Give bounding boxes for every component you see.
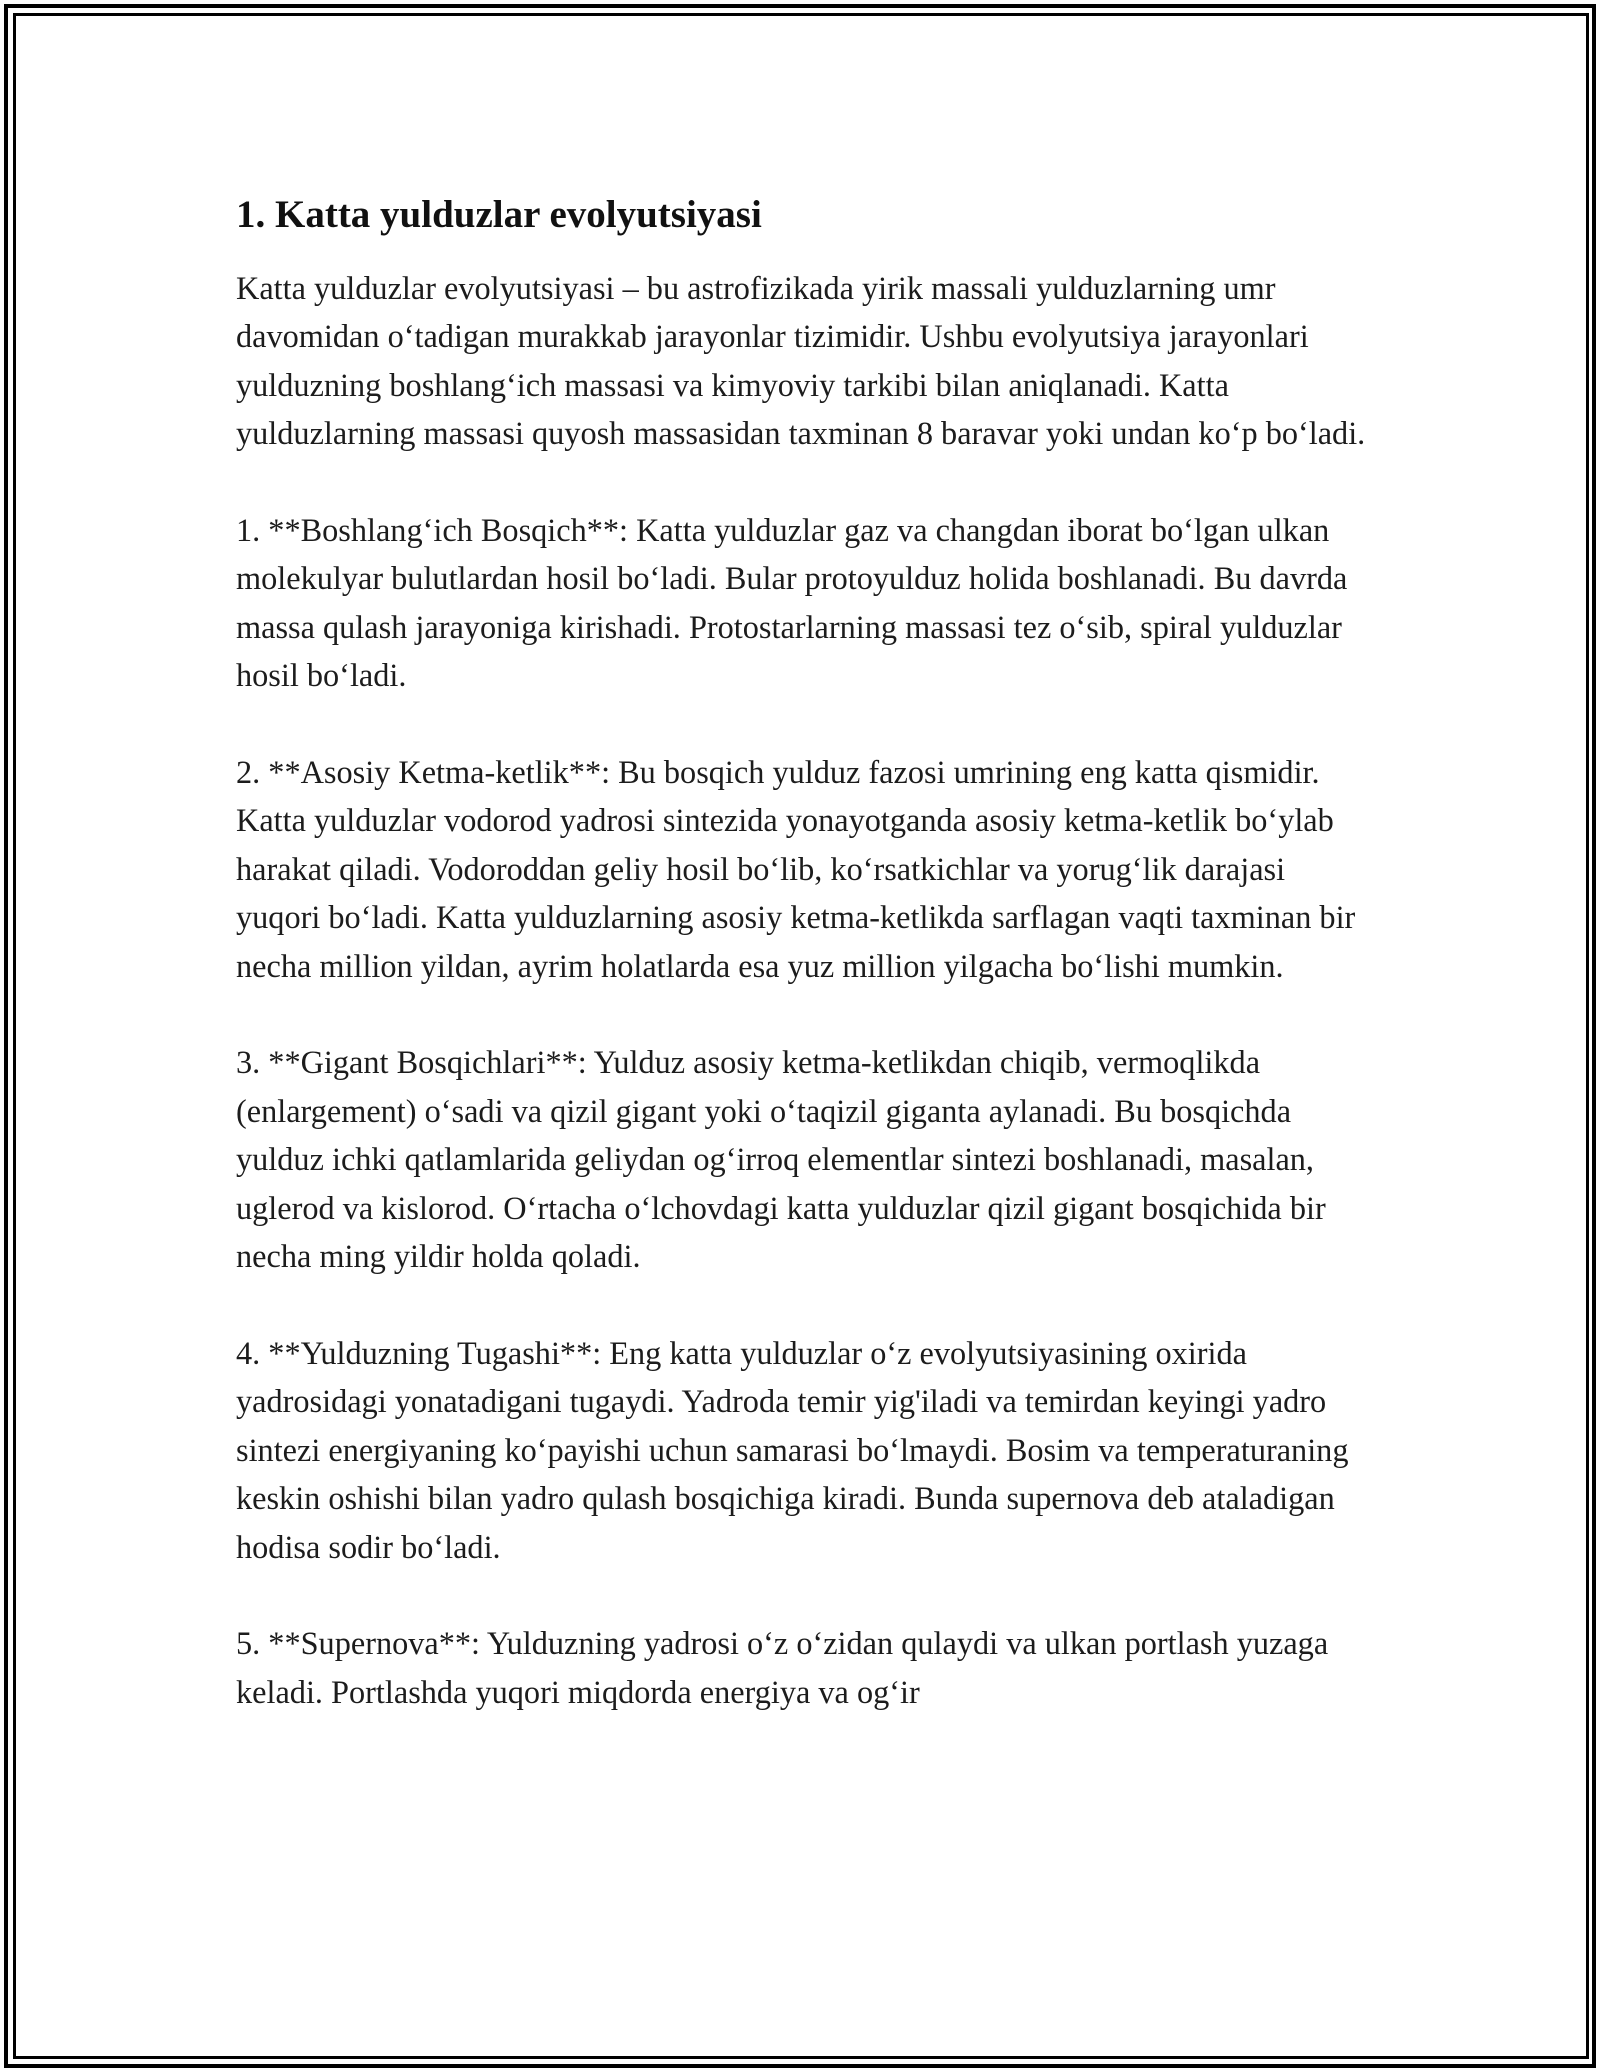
list-item-2: 2. **Asosiy Ketma-ketlik**: Bu bosqich yulduz fazosi umrining eng katta qismidir. Katta yulduzlar vodorod yadrosi sintezida yonayotganda asosiy ketma-ketlik bo‘ylab harakat qiladi. Vodoroddan geliy hosil bo‘lib, ko‘rsatkichlar va yorug‘lik darajasi yuqori bo‘ladi. Katta yulduzlarning asosiy ketma-ketlikda sarflagan vaqti taxminan bir necha million yildan, ayrim holatlarda esa yuz million yilgacha bo‘lishi mumkin. [236, 754, 1356, 984]
list-item-1: 1. **Boshlang‘ich Bosqich**: Katta yulduzlar gaz va changdan iborat bo‘lgan ulkan molekulyar bulutlardan hosil bo‘ladi. Bular protoyulduz holida boshlanadi. Bu davrda massa qulash jarayoniga kirishadi. Protostarlarning massasi tez o‘sib, spiral yulduzlar hosil bo‘ladi. [236, 512, 1348, 694]
list-item-3: 3. **Gigant Bosqichlari**: Yulduz asosiy ketma-ketlikdan chiqib, vermoqlikda (enlargement) o‘sadi va qizil gigant yoki o‘taqizil giganta aylanadi. Bu bosqichda yulduz ichki qatlamlarida geliydan og‘irroq elementlar sintezi boshlanadi, masalan, uglerod va kislorod. O‘rtacha o‘lchovdagi katta yulduzlar qizil gigant bosqichida bir necha ming yildir holda qoladi. [236, 1044, 1326, 1275]
document-body [236, 190, 1376, 1765]
list-item-5: 5. **Supernova**: Yulduzning yadrosi o‘z o‘zidan qulaydi va ulkan portlash yuzaga keladi. Portlashda yuqori miqdorda energiya va og‘ir [236, 1625, 1329, 1710]
list-item-4: 4. **Yulduzning Tugashi**: Eng katta yulduzlar o‘z evolyutsiyasining oxirida yadrosidagi yonatadigani tugaydi. Yadroda temir yig'iladi va temirdan keyingi yadro sintezi energiyaning ko‘payishi uchun samarasi bo‘lmaydi. Bosim va temperaturaning keskin oshishi bilan yadro qulash bosqichiga kiradi. Bunda supernova deb ataladigan hodisa sodir bo‘ladi. [236, 1334, 1349, 1565]
intro-paragraph: Katta yulduzlar evolyutsiyasi – bu astrofizikada yirik massali yulduzlarning umr davomidan o‘tadigan murakkab jarayonlar tizimidir. Ushbu evolyutsiya jarayonlari yulduzning boshlang‘ich massasi va kimyoviy tarkibi bilan aniqlanadi. Katta yulduzlarning massasi quyosh massasidan taxminan 8 baravar yoki undan ko‘p bo‘ladi. [236, 270, 1366, 452]
document-title: 1. Katta yulduzlar evolyutsiyasi [236, 193, 762, 236]
